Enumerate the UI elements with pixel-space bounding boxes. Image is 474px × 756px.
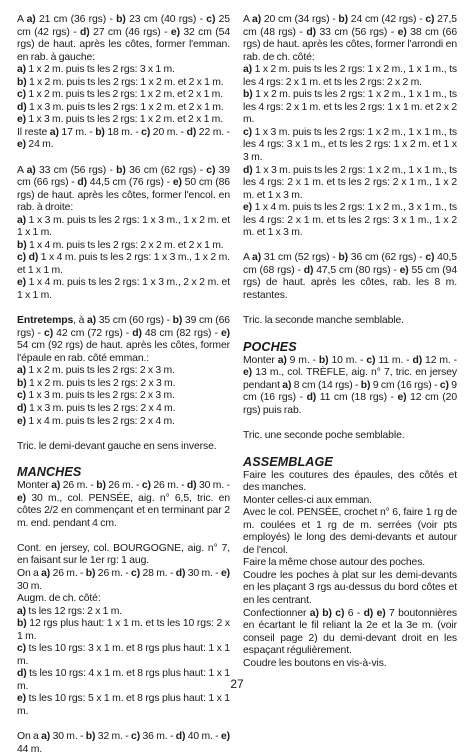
body-paragraph: Cont. en jersey, col. BOURGOGNE, aig. n° 7, en faisant sur le 1er rg: 1 aug. bbox=[17, 542, 230, 567]
body-paragraph: A a) 21 cm (36 rgs) - b) 23 cm (40 rgs) - c) 25 cm (42 rgs) - d) 27 cm (46 rgs) - e) 32 cm (54 rgs) de haut. après les côtes, former l'emman. en rab. à gauche: bbox=[17, 14, 231, 63]
size-instruction-line: c) 1 x 2 m. puis ts les 2 rgs: 1 x 2 m. et 2 x 1 m. bbox=[17, 89, 223, 101]
body-paragraph: Monter a) 9 m. - b) 10 m. - c) 11 m. - d) 12 m. - e) 13 m., col. TRÈFLE, aig. n° 7, tric. en jersey pendant a) 8 cm (14 rgs) - b) 9 cm (16 rgs) - c) 9 cm (16 rgs) - d) 11 cm (18 rgs) - e) 12 cm (20 rgs) puis rab. bbox=[243, 354, 458, 416]
size-instruction-line: d) ts les 10 rgs: 4 x 1 m. et 8 rgs plus haut: 1 x 1 m. bbox=[17, 668, 230, 692]
remaining-stitches-line: Il reste a) 17 m. - b) 18 m. - c) 20 m. - d) 22 m. - e) 24 m. bbox=[17, 126, 230, 151]
body-paragraph: A a) 33 cm (56 rgs) - b) 36 cm (62 rgs) - c) 39 cm (66 rgs) - d) 44,5 cm (76 rgs) - e) 50 cm (86 rgs) de haut. après les côtes, former l'encol. en rab. à droite: bbox=[17, 164, 230, 214]
body-paragraph: Coudre les boutons en vis-à-vis. bbox=[243, 657, 387, 669]
body-paragraph: Monter celles-ci aux emman. bbox=[243, 494, 372, 506]
size-instruction-line: b) 12 rgs plus haut: 1 x 1 m. et ts les 10 rgs: 2 x 1 m. bbox=[17, 618, 230, 642]
body-paragraph: Tric. le demi-devant gauche en sens inverse. bbox=[17, 440, 217, 452]
right-column bbox=[243, 14, 457, 670]
body-paragraph: Coudre les poches à plat sur les demi-devants en les plaçant 3 rgs au-dessus du bord côtes et en les centrant. bbox=[243, 569, 457, 606]
body-paragraph: Confectionner a) b) c) 6 - d) e) 7 boutonnières en écartant le fil reliant la 2e et la 3e m. (voir conseil page 2) du demi-devant droit en les espaçant régulièrement. bbox=[243, 607, 457, 657]
size-instruction-line: e) ts les 10 rgs: 5 x 1 m. et 8 rgs plus haut: 1 x 1 m. bbox=[17, 693, 230, 717]
section-heading-poches: POCHES bbox=[243, 339, 297, 354]
size-instruction-line: b) 1 x 2 m. puis ts les 2 rgs: 1 x 2 m. et 2 x 1 m. bbox=[17, 76, 224, 88]
body-paragraph: A a) 31 cm (52 rgs) - b) 36 cm (62 rgs) - c) 40,5 cm (68 rgs) - d) 47,5 cm (80 rgs) - e) 55 cm (94 rgs) de haut. après les côtes, rab. les 8 m. restantes. bbox=[243, 252, 457, 302]
size-instruction-line: c) 1 x 3 m. puis ts les 2 rgs: 1 x 2 m., 1 x 1 m., ts les 4 rgs: 3 x 1 m., et ts les 2 rgs: 1 x 2 m. et 1 x 3 m. bbox=[243, 126, 457, 164]
size-instruction-line: b) 1 x 2 m. puis ts les 2 rgs: 1 x 2 m., 1 x 1 m., ts les 4 rgs: 2 x 1 m. et ts les 2 rgs: 1 x 1 m. et 2 x 2 m. bbox=[243, 89, 457, 126]
body-paragraph: Faire les coutures des épaules, des côtés et des manches. bbox=[243, 469, 457, 494]
body-paragraph: Entretemps, à a) 35 cm (60 rgs) - b) 39 cm (66 rgs) - c) 42 cm (72 rgs) - d) 48 cm (82 rgs) - e) 54 cm (92 rgs) de haut. après les côtes, former l'épaule en rab. côté emman.: bbox=[17, 315, 230, 364]
size-instruction-line: b) 1 x 2 m. puis ts les 2 rgs: 2 x 3 m. bbox=[17, 377, 176, 389]
left-column bbox=[17, 14, 230, 756]
section-heading-assemblage: ASSEMBLAGE bbox=[243, 454, 333, 469]
body-paragraph: Avec le col. PENSÉE, crochet n° 6, faire 1 rg de m. coulées et 1 rg de m. serrées (voir pts employés) le long des demi-devants et autour de l'encol. bbox=[243, 507, 457, 556]
size-instruction-line: e) 1 x 4 m. puis ts les 2 rgs: 2 x 4 m. bbox=[17, 415, 175, 427]
size-instruction-line: d) 1 x 3 m. puis ts les 2 rgs: 1 x 2 m., 1 x 1 m., ts les 4 rgs: 2 x 1 m. et ts les 2 rgs: 2 x 1 m., 1 x 2 m. et 1 x 3 m. bbox=[243, 164, 457, 201]
body-paragraph: Augm. de ch. côté: bbox=[17, 593, 101, 605]
size-instruction-line: b) 1 x 4 m. puis ts les 2 rgs: 2 x 2 m. et 2 x 1 m. bbox=[17, 239, 224, 251]
size-instruction-line: a) ts les 12 rgs: 2 x 1 m. bbox=[17, 605, 123, 617]
body-paragraph: Tric. la seconde manche semblable. bbox=[243, 315, 404, 327]
size-instruction-line: a) 1 x 2 m. puis ts les 2 rgs: 2 x 3 m. bbox=[17, 365, 175, 377]
section-heading-manches: MANCHES bbox=[17, 465, 82, 480]
size-instruction-line: c) ts les 10 rgs: 3 x 1 m. et 8 rgs plus haut: 1 x 1 m. bbox=[17, 643, 230, 667]
size-instruction-line: e) 1 x 4 m. puis ts les 2 rgs: 1 x 3 m., 2 x 2 m. et 1 x 1 m. bbox=[17, 277, 230, 302]
size-instruction-line: e) 1 x 3 m. puis ts les 2 rgs: 1 x 2 m. et 2 x 1 m. bbox=[17, 114, 223, 126]
size-instruction-line: a) 1 x 3 m. puis ts les 2 rgs: 1 x 3 m., 1 x 2 m. et 1 x 1 m. bbox=[17, 214, 230, 239]
body-paragraph: Monter a) 26 m. - b) 26 m. - c) 26 m. - d) 30 m. - e) 30 m., col. PENSÉE, aig. n° 6,5, tric. en côtes 2/2 en commençant et en terminant par 2 m. end. pendant 4 cm. bbox=[17, 480, 230, 529]
body-paragraph: On a a) 26 m. - b) 26 m. - c) 28 m. - d) 30 m. - e) 30 m. bbox=[17, 567, 230, 592]
body-paragraph: On a a) 30 m. - b) 32 m. - c) 36 m. - d) 40 m. - e) 44 m. bbox=[17, 731, 230, 755]
size-instruction-line: a) 1 x 2 m. puis ts les 2 rgs: 1 x 2 m., 1 x 1 m., ts les 4 rgs: 2 x 1 m. et ts les 2 rgs: 2 x 2 m. bbox=[243, 64, 457, 88]
size-instruction-line: c) d) 1 x 4 m. puis ts les 2 rgs: 1 x 3 m., 1 x 2 m. et 1 x 1 m. bbox=[17, 252, 230, 276]
size-instruction-line: a) 1 x 2 m. puis ts les 2 rgs: 3 x 1 m. bbox=[17, 64, 175, 76]
body-paragraph: A a) 20 cm (34 rgs) - b) 24 cm (42 rgs) - c) 27,5 cm (48 rgs) - d) 33 cm (56 rgs) - e) 38 cm (66 rgs) de haut. après les côtes, former l'arrondi en rab. de ch. côté: bbox=[243, 14, 457, 63]
body-paragraph: Tric. une seconde poche semblable. bbox=[243, 429, 405, 441]
body-paragraph: Faire la même chose autour des poches. bbox=[243, 557, 426, 569]
page-number: 27 bbox=[230, 677, 244, 691]
size-instruction-line: d) 1 x 3 m. puis ts les 2 rgs: 2 x 4 m. bbox=[17, 402, 176, 414]
size-instruction-line: c) 1 x 3 m. puis ts les 2 rgs: 2 x 3 m. bbox=[17, 390, 175, 402]
size-instruction-line: e) 1 x 4 m. puis ts les 2 rgs: 1 x 2 m., 3 x 1 m., ts les 4 rgs: 2 x 1 m. et ts les 2 rgs: 3 x 1 m., 1 x 2 m. et 1 x 3 m. bbox=[243, 202, 457, 239]
size-instruction-line: d) 1 x 3 m. puis ts les 2 rgs: 1 x 2 m. et 2 x 1 m. bbox=[17, 101, 224, 113]
